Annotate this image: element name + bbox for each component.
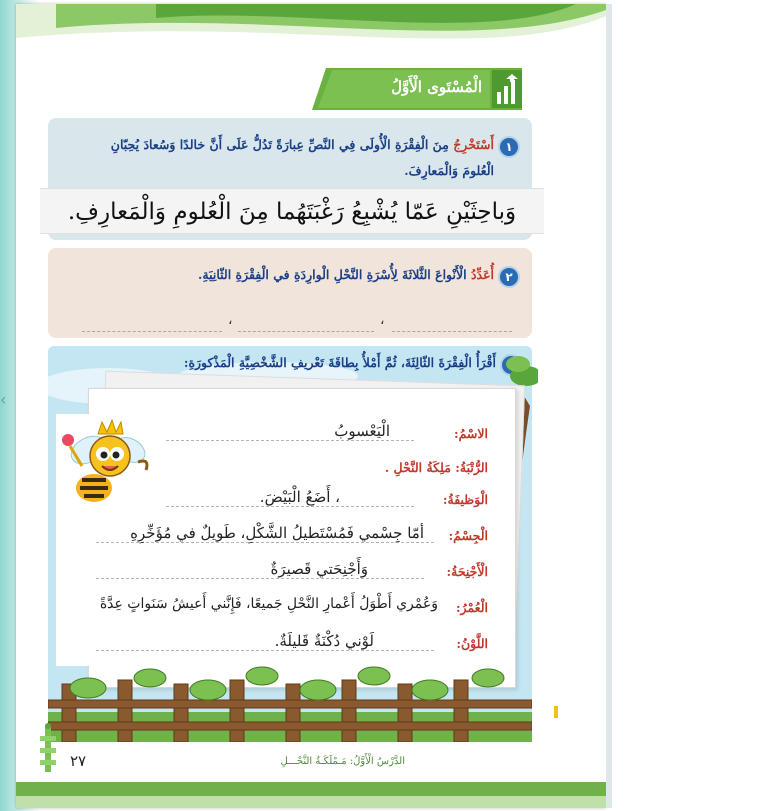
question-1-text: مِنَ الْفِقْرَةِ الْأُولَى فِي النَّصِّ عِبارَةً تَدُلُّ عَلَى أَنَّ خالدًا وَسُعادَ يُحِبّانِ — [110, 137, 454, 152]
card-row-wings — [56, 558, 514, 588]
card-line-body — [96, 542, 434, 543]
question-2-text: الْأَنْواعَ الثَّلاثَةَ لِأُسْرَةِ النَّحْلِ الْوارِدَةِ في الْفِقْرَةِ الثّانِيَةِ. — [198, 267, 471, 282]
footer-lesson-title: الدَّرْسُ الْأَوَّلُ: مَـمْلَكَـةُ النَّحْـــلِ — [280, 756, 405, 767]
footer-bar-light — [16, 796, 606, 808]
queen-bee-illustration — [60, 414, 152, 510]
question-1-prompt — [60, 134, 494, 156]
card-line-color — [96, 650, 434, 651]
question-1-answer[interactable]: وَباحِثَيْنِ عَمّا يُشْبِعُ رَغْبَتَهُما مِنَ الْعُلومِ وَالْمَعارِفِ. — [40, 188, 544, 234]
card-line-function — [166, 506, 414, 507]
card-label-rank: الرُّتْبَةُ: مَلِكَةُ النَّحْلِ . — [384, 460, 488, 475]
card-value-function[interactable]: ، أَضَعُ الْبَيْضَ. — [254, 488, 346, 506]
question-2-number: ٢ — [498, 266, 520, 288]
card-value-age[interactable]: وَعُمْري أَطْوَلُ أَعْمارِ النَّحْلِ جَميعًا، فَإِنَّني أَعيشُ سَنَواتٍ عِدَّةً — [94, 596, 444, 612]
chevron-left-icon[interactable]: ‹ — [0, 390, 7, 409]
card-row-body — [56, 522, 514, 552]
level-bars-icon — [492, 70, 522, 108]
card-value-body[interactable]: أمّا جِسْمي فَمُسْتَطيلُ الشَّكْلِ، طَويلٌ في مُؤَخِّرِهِ — [124, 524, 430, 542]
card-label-age: الْعُمْرُ: — [455, 600, 488, 615]
question-3-prompt: أَقْرَأُ الْفِقْرَةَ الثّالِثَةَ، ثُمَّ أَمْلأُ بِطاقَةَ تَعْريفِ الشَّخْصِيَّةِ الْمَذْكورَةِ: — [183, 355, 496, 370]
page-number: ٢٧ — [70, 752, 87, 770]
question-1-prompt-line2: الْعُلومَ وَالْمَعارِفَ. — [404, 163, 494, 178]
card-value-wings[interactable]: وَأَجْنِحَتي قَصيرَةٌ — [264, 560, 374, 578]
card-line-name — [166, 440, 414, 441]
question-2-prompt — [110, 264, 494, 286]
card-line-wings — [96, 578, 424, 579]
ministry-logo — [36, 722, 60, 776]
card-label-name: الاسْمُ: — [453, 426, 488, 441]
page-marker — [554, 706, 558, 718]
question-1-verb: أَسْتَخْرِجُ — [453, 137, 494, 152]
page-edge — [606, 4, 612, 808]
fence-and-leaves — [48, 660, 532, 742]
question-2-answer-line-1[interactable] — [392, 318, 512, 332]
header-swoosh — [16, 4, 606, 64]
card-label-body: الْجِسْمُ: — [448, 528, 488, 543]
question-2-separator-1: ، — [380, 312, 385, 328]
card-label-color: اللَّوْنُ: — [456, 636, 488, 651]
footer-bar — [16, 782, 606, 796]
question-1-number: ١ — [498, 136, 520, 158]
question-2-verb: أُعَدِّدُ — [470, 267, 494, 282]
card-value-name[interactable]: الْيَعْسوبُ — [328, 422, 396, 440]
level-title: الْمُسْتَوى الْأَوَّلُ — [391, 78, 482, 96]
card-value-color[interactable]: لَوْني دُكْنَةٌ قَليلَةٌ. — [269, 632, 380, 650]
card-label-wings: الْأَجْنِحَةُ: — [446, 564, 488, 579]
card-row-age — [56, 594, 514, 624]
question-2-answer-line-2[interactable] — [238, 318, 374, 332]
card-label-function: الْوَظيفَةُ: — [442, 492, 488, 507]
question-2-separator-2: ، — [228, 312, 233, 328]
question-2-answer-line-3[interactable] — [82, 318, 222, 332]
card-row-color — [56, 630, 514, 660]
